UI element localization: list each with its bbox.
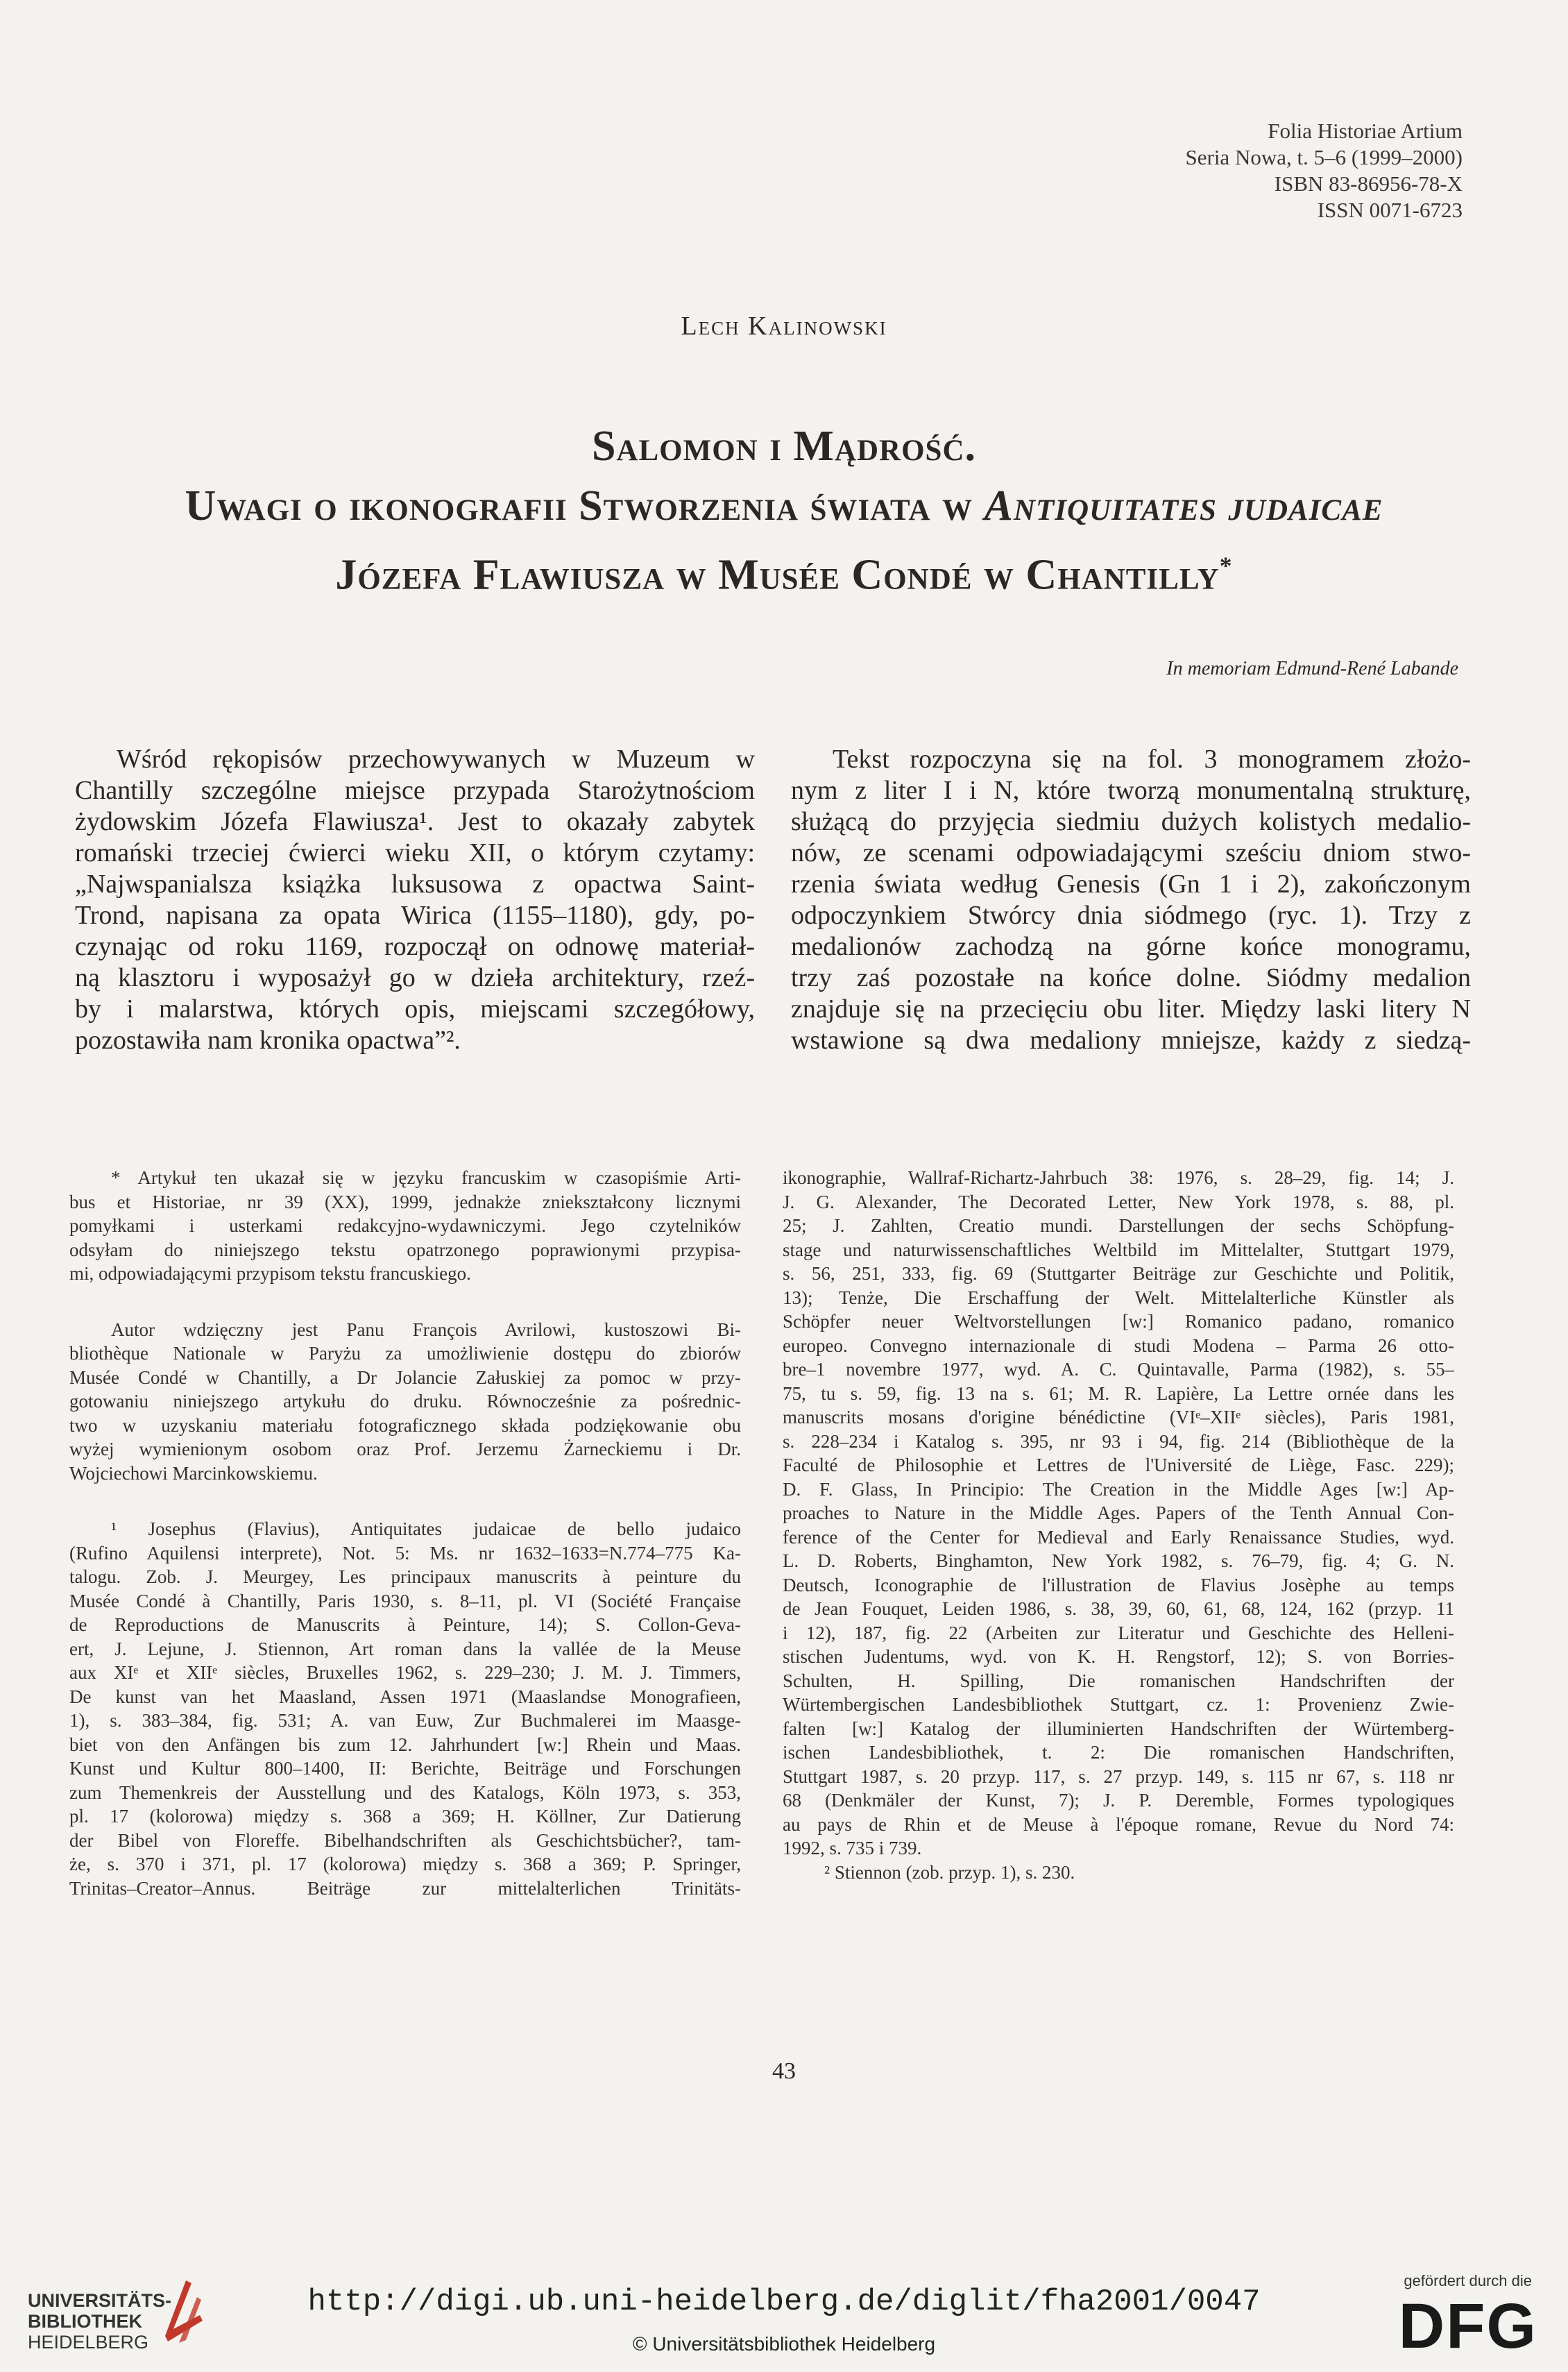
footnote-line: Deutsch, Iconographie de l'illustration de Flavius Josèphe au temps	[783, 1574, 1454, 1595]
body-column-left	[75, 744, 755, 1056]
body-line: Trond, napisana za opata Wirica (1155–1180), gdy, po-	[75, 901, 755, 930]
title-line-2	[69, 476, 1499, 536]
permalink-url[interactable]: http://digi.ub.uni-heidelberg.de/diglit/fha2001/0047	[307, 2285, 1261, 2319]
masthead-line: Folia Historiae Artium	[1268, 119, 1463, 143]
article-author: Lech Kalinowski	[681, 312, 887, 341]
body-line: wstawione są dwa medaliony mniejsze, każdy z siedzą-	[791, 1026, 1471, 1055]
footnote-line: pomyłkami i usterkami redakcyjno-wydawniczymi. Jego czytelników	[69, 1215, 741, 1236]
body-line: Wśród rękopisów przechowywanych w Muzeum w	[117, 745, 755, 774]
body-line: nym z liter I i N, które tworzą monumentalną strukturę,	[791, 776, 1471, 805]
footnote-line: ² Stiennon (zob. przyp. 1), s. 230.	[824, 1861, 1075, 1883]
footnote-line: der Bibel von Floreffe. Bibelhandschriften als Geschichtsbücher?, tam-	[69, 1829, 741, 1851]
article-title	[69, 416, 1499, 605]
body-line: romański trzeciej ćwierci wieku XII, o którym czytamy:	[75, 838, 755, 867]
footnote-line: falten [w:] Katalog der illuminierten Handschriften der Würtemberg-	[783, 1718, 1454, 1739]
body-line: żydowskim Józefa Flawiusza¹. Jest to okazały zabytek	[75, 807, 755, 836]
footnote-line: ikonographie, Wallraf-Richartz-Jahrbuch 38: 1976, s. 28–29, fig. 14; J.	[783, 1167, 1454, 1188]
title-line-2-text: Uwagi o ikonografii Stworzenia świata w	[185, 482, 985, 530]
footnote-line: aux XIᵉ et XIIᵉ siècles, Bruxelles 1962, s. 229–230; J. M. J. Timmers,	[69, 1662, 741, 1683]
footnote-line: gotowaniu niniejszego artykułu do druku. Równocześnie za pośrednic-	[69, 1391, 741, 1412]
masthead-line: ISBN 83-86956-78-X	[1274, 171, 1463, 196]
footnote-line: Autor wdzięczny jest Panu François Avrilowi, kustoszowi Bi-	[111, 1319, 741, 1340]
footnote-line: ¹ Josephus (Flavius), Antiquitates judaicae de bello judaico	[111, 1518, 741, 1539]
footnote-line: stischen Judentums, wyd. von K. H. Rengstorf, 12); S. von Borries-	[783, 1646, 1454, 1667]
footnote-line: de Jean Fouquet, Leiden 1986, s. 38, 39, 60, 61, 68, 124, 162 (przyp. 11	[783, 1598, 1454, 1619]
body-line: odpoczynkiem Stwórcy dnia siódmego (ryc. 1). Trzy z	[791, 901, 1471, 930]
journal-masthead	[1186, 118, 1463, 223]
body-line: ną klasztoru i wyposażył go w dzieła architektury, rzeź-	[75, 963, 755, 992]
dedication: In memoriam Edmund-René Labande	[1166, 658, 1458, 679]
footnote-line: 25; J. Zahlten, Creatio mundi. Darstellungen der sechs Schöpfung-	[783, 1215, 1454, 1236]
footnote-line: * Artykuł ten ukazał się w języku francuskim w czasopiśmie Arti-	[111, 1167, 741, 1188]
copyright-notice: © Universitätsbibliothek Heidelberg	[632, 2333, 936, 2355]
footnote-line: Wojciechowi Marcinkowskiemu.	[69, 1462, 318, 1484]
footnote-line: Kunst und Kultur 800–1400, II: Berichte, Beiträge und Forschungen	[69, 1758, 741, 1779]
footnote-line: D. F. Glass, In Principio: The Creation in the Middle Ages [w:] Ap-	[783, 1478, 1454, 1500]
footnote-line: s. 228–234 i Katalog s. 395, nr 93 i 94, fig. 214 (Bibliothèque de la	[783, 1430, 1454, 1452]
footnote-line: europeo. Convegno internazionale di studi Modena – Parma 26 otto-	[783, 1335, 1454, 1356]
footnote-line: Stuttgart 1987, s. 20 przyp. 117, s. 27 przyp. 149, s. 115 nr 67, s. 118 nr	[783, 1765, 1454, 1787]
footnote-line: 13); Tenże, Die Erschaffung der Welt. Mittelalterliche Künstler als	[783, 1287, 1454, 1308]
footnote-line: proaches to Nature in the Middle Ages. Papers of the Tenth Annual Con-	[783, 1502, 1454, 1523]
footnote-line: 75, tu s. 59, fig. 13 na s. 61; M. R. Lapière, La Lettre ornée dans les	[783, 1382, 1454, 1404]
footnote-line: J. G. Alexander, The Decorated Letter, New York 1978, s. 88, pl.	[783, 1191, 1454, 1212]
footnote-line: bre–1 novembre 1977, wyd. A. C. Quintavalle, Parma (1982), s. 55–	[783, 1359, 1454, 1380]
title-line-3	[69, 536, 1499, 605]
footnote-line: Trinitas–Creator–Annus. Beiträge zur mittelalterlichen Trinitäts-	[69, 1877, 741, 1899]
body-line: „Najwspanialsza książka luksusowa z opactwa Saint-	[75, 870, 755, 899]
footnote-line: biet von den Anfängen bis zum 12. Jahrhundert [w:] Rhein und Maas.	[69, 1734, 741, 1755]
body-line: medalionów zachodzą na górne końce monogramu,	[791, 932, 1471, 961]
body-line: nów, ze scenami odpowiadającymi sześciu dniom stwo-	[791, 838, 1471, 867]
body-line: służącą do przyjęcia siedmiu dużych kolistych medalio-	[791, 807, 1471, 836]
masthead-line: ISSN 0071-6723	[1317, 198, 1463, 222]
title-line-2-italic: Antiquitates judaicae	[984, 482, 1383, 530]
footnote-line: Schöpfer neuer Weltvorstellungen [w:] Romanico padano, romanico	[783, 1311, 1454, 1332]
footnote-line: two w uzyskaniu materiału fotograficznego składa podziękowanie obu	[69, 1414, 741, 1436]
footnote-line: 68 (Denkmäler der Kunst, 7); J. P. Deremble, Formes typologiques	[783, 1790, 1454, 1811]
body-line: rzenia świata według Genesis (Gn 1 i 2), zakończonym	[791, 870, 1471, 899]
footnote-line: pl. 17 (kolorowa) między s. 368 a 369; H. Köllner, Zur Datierung	[69, 1806, 741, 1827]
footnote-line: Würtembergischen Landesbibliothek Stuttgart, cz. 1: Provenienz Zwie-	[783, 1694, 1454, 1715]
footnotes-column-left	[69, 1166, 741, 1900]
body-column-right	[791, 744, 1471, 1056]
body-line: Tekst rozpoczyna się na fol. 3 monogramem złożo-	[833, 745, 1471, 774]
footnote-line: mi, odpowiadającymi przypisom tekstu francuskiego.	[69, 1263, 471, 1284]
footnote-line: zum Themenkreis der Ausstellung und des Katalogs, Köln 1973, s. 353,	[69, 1781, 741, 1803]
library-name-line: HEIDELBERG	[28, 2332, 149, 2353]
footnote-line: manuscrits mosans d'origine bénédictine (VIᵉ–XIIᵉ siècles), Paris 1981,	[783, 1407, 1454, 1428]
footnote-line: (Rufino Aquilensi interprete), Not. 5: Ms. nr 1632–1633=N.774–775 Ka-	[69, 1542, 741, 1564]
footnote-line: bus et Historiae, nr 39 (XX), 1999, jednakże zniekształcony licznymi	[69, 1191, 741, 1212]
page-number: 43	[772, 2058, 796, 2084]
body-line: by i malarstwa, których opis, miejscami szczegółowy,	[75, 994, 755, 1024]
footnote-line: au pays de Rhin et de Meuse à l'époque romane, Revue du Nord 74:	[783, 1813, 1454, 1835]
footnote-line: L. D. Roberts, Binghamton, New York 1982, s. 76–79, fig. 4; G. N.	[783, 1550, 1454, 1571]
footnote-line: Musée Condé w Chantilly, a Dr Jolancie Załuskiej za pomoc w przy-	[69, 1366, 741, 1388]
body-line: czynając od roku 1169, rozpoczął on odnowę materiał-	[75, 932, 755, 961]
footnote-line: bliothèque Nationale w Paryżu za umożliwienie dostępu do zbiorów	[69, 1343, 741, 1364]
body-line: znajduje się na przecięciu obu liter. Między laski litery N	[791, 994, 1471, 1024]
title-line-3-text: Józefa Flawiusza w Musée Condé w Chantilly	[335, 551, 1220, 599]
title-line-1: Salomon i Mądrość.	[591, 423, 977, 470]
body-line: Chantilly szczególne miejsce przypada Starożytnościom	[75, 776, 755, 805]
footnote-line: Schulten, H. Spilling, Die romanischen Handschriften der	[783, 1670, 1454, 1691]
footnote-line: wyżej wymienionym osobom oraz Prof. Jerzemu Żarneckiemu i Dr.	[69, 1439, 741, 1459]
footnote-line: talogu. Zob. J. Meurgey, Les principaux manuscrits à peinture du	[69, 1566, 741, 1587]
footnote-line: Faculté de Philosophie et Lettres de l'Université de Liège, Fasc. 229);	[783, 1455, 1454, 1475]
footnote-line: ischen Landesbibliothek, t. 2: Die romanischen Handschriften,	[783, 1742, 1454, 1763]
footnote-line: że, s. 370 i 371, pl. 17 (kolorowa) między s. 368 a 369; P. Springer,	[69, 1854, 741, 1874]
footnote-line: 1), s. 383–384, fig. 531; A. van Euw, Zur Buchmalerei im Maasge-	[69, 1710, 741, 1731]
library-name-line: UNIVERSITÄTS-	[28, 2290, 172, 2311]
title-footnote-marker: *	[1219, 552, 1233, 579]
footnote-line: s. 56, 251, 333, fig. 69 (Stuttgarter Beiträge zur Geschichte und Politik,	[783, 1263, 1454, 1284]
footnote-line: Musée Condé à Chantilly, Paris 1930, s. 8–11, pl. VI (Société Française	[69, 1590, 741, 1611]
body-line: pozostawiła nam kronika opactwa”².	[75, 1026, 461, 1055]
funding-note: gefördert durch die	[1404, 2272, 1532, 2289]
footnote-line: stage und naturwissenschaftliches Weltbild im Mittelalter, Stuttgart 1979,	[783, 1239, 1454, 1260]
dfg-logo: DFG	[1398, 2291, 1537, 2362]
library-name-line: BIBLIOTHEK	[28, 2311, 142, 2332]
footnote-line: ference of the Center for Medieval and Early Renaissance Studies, wyd.	[783, 1526, 1454, 1548]
footnote-line: De kunst van het Maasland, Assen 1971 (Maaslandse Monografieen,	[69, 1686, 741, 1707]
masthead-line: Seria Nowa, t. 5–6 (1999–2000)	[1185, 145, 1463, 169]
footnote-line: de Reproductions de Manuscrits à Peinture, 14); S. Collon-Geva-	[69, 1614, 741, 1635]
footnote-line: odsyłam do niniejszego tekstu opatrzonego poprawionymi przypisa-	[69, 1239, 741, 1260]
footnotes-column-right	[783, 1166, 1454, 1884]
body-line: trzy zaś pozostałe na końce dolne. Siódmy medalion	[791, 963, 1471, 992]
footnote-line: ert, J. Lejune, J. Stiennon, Art roman dans la vallée de la Meuse	[69, 1638, 741, 1659]
footnote-line: i 12), 187, fig. 22 (Arbeiten zur Literatur und Geschichte des Helleni-	[783, 1622, 1454, 1643]
footnote-line: 1992, s. 735 i 739.	[783, 1838, 922, 1858]
